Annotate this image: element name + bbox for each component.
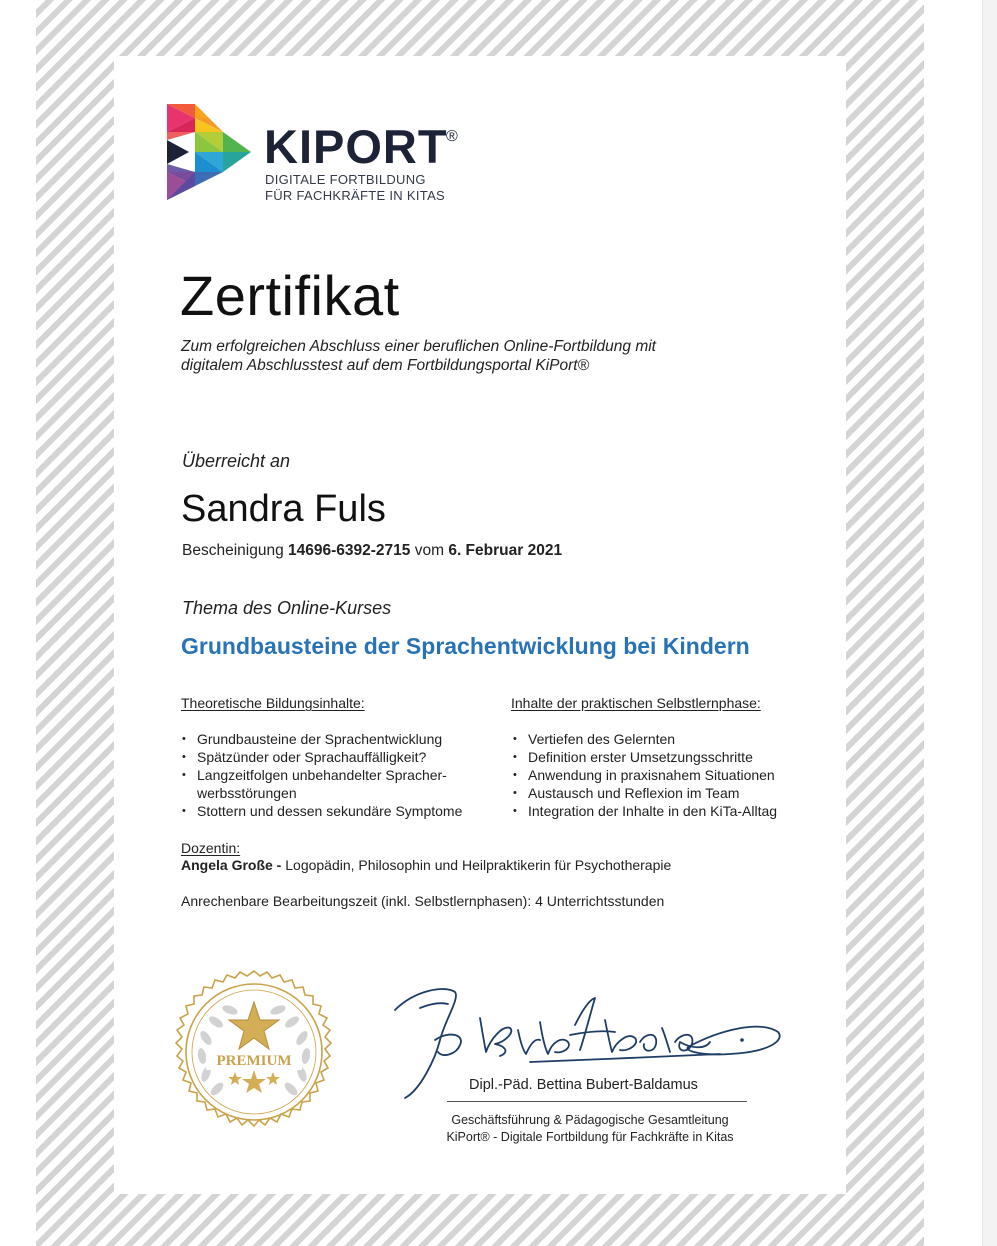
kiport-logo-icon bbox=[167, 104, 251, 200]
lecturer-line bbox=[181, 857, 671, 873]
intro-line1: Zum erfolgreichen Abschluss einer beruflichen Online-Fortbildung mit bbox=[181, 338, 656, 355]
list-item: • Langzeitfolgen unbehandelter Spracher- bbox=[181, 766, 491, 784]
list-item-continuation: werbsstörungen bbox=[197, 785, 297, 801]
list-item: • Definition erster Umsetzungsschritte bbox=[512, 748, 812, 766]
certificate-title: Zertifikat bbox=[180, 264, 400, 327]
signatory-name: Dipl.-Päd. Bettina Bubert-Baldamus bbox=[469, 1077, 698, 1093]
theory-heading: Theoretische Bildungsinhalte: bbox=[181, 695, 365, 711]
certificate-date: 6. Februar 2021 bbox=[448, 542, 563, 559]
signatory-role-line2: KiPort® - Digitale Fortbildung für Fachkräfte in Kitas bbox=[446, 1130, 734, 1144]
lecturer-label: Dozentin: bbox=[181, 840, 241, 856]
list-item: • Spätzünder oder Sprachauffälligkeit? bbox=[181, 748, 491, 766]
list-item: • Anwendung in praxisnahem Situationen bbox=[512, 766, 812, 784]
certificate-prefix: Bescheinigung bbox=[182, 542, 284, 559]
list-item: • Stottern und dessen sekundäre Symptome bbox=[181, 802, 491, 820]
signature-line bbox=[447, 1101, 747, 1102]
theory-list bbox=[181, 730, 491, 820]
signatory-role-line1: Geschäftsführung & Pädagogische Gesamtleitung bbox=[451, 1113, 729, 1127]
lecturer-description: Logopädin, Philosophin und Heilpraktikerin für Psychotherapie bbox=[285, 857, 672, 873]
list-item: • Integration der Inhalte in den KiTa-Alltag bbox=[512, 802, 812, 820]
list-item: • Vertiefen des Gelernten bbox=[512, 730, 812, 748]
course-title: Grundbausteine der Sprachentwicklung bei Kindern bbox=[181, 633, 750, 659]
practice-list bbox=[512, 730, 812, 820]
practice-heading: Inhalte der praktischen Selbstlernphase: bbox=[511, 695, 761, 711]
intro-line2: digitalem Abschlusstest auf dem Fortbildungsportal KiPort® bbox=[181, 357, 590, 374]
awarded-to-label: Überreicht an bbox=[182, 451, 291, 471]
hours-line: Anrechenbare Bearbeitungszeit (inkl. Selbstlernphasen): 4 Unterrichtsstunden bbox=[181, 893, 665, 909]
brand-name: KIPORT bbox=[264, 120, 448, 173]
seal-text: PREMIUM bbox=[216, 1053, 292, 1069]
scrollbar-track[interactable] bbox=[982, 0, 997, 1246]
topic-label: Thema des Online-Kurses bbox=[182, 598, 392, 618]
certificate-number-line bbox=[182, 542, 562, 560]
recipient-name: Sandra Fuls bbox=[181, 488, 386, 530]
date-prefix: vom bbox=[414, 542, 445, 559]
certificate-number: 14696-6392-2715 bbox=[288, 542, 411, 559]
lecturer-name: Angela Große - bbox=[181, 857, 282, 873]
brand-tagline-line1: DIGITALE FORTBILDUNG bbox=[265, 172, 426, 187]
list-item: • Austausch und Reflexion im Team bbox=[512, 784, 812, 802]
brand-tagline-line2: FÜR FACHKRÄFTE IN KITAS bbox=[265, 188, 446, 203]
list-item: • Grundbausteine der Sprachentwicklung bbox=[181, 730, 491, 748]
registered-mark: ® bbox=[446, 128, 458, 145]
